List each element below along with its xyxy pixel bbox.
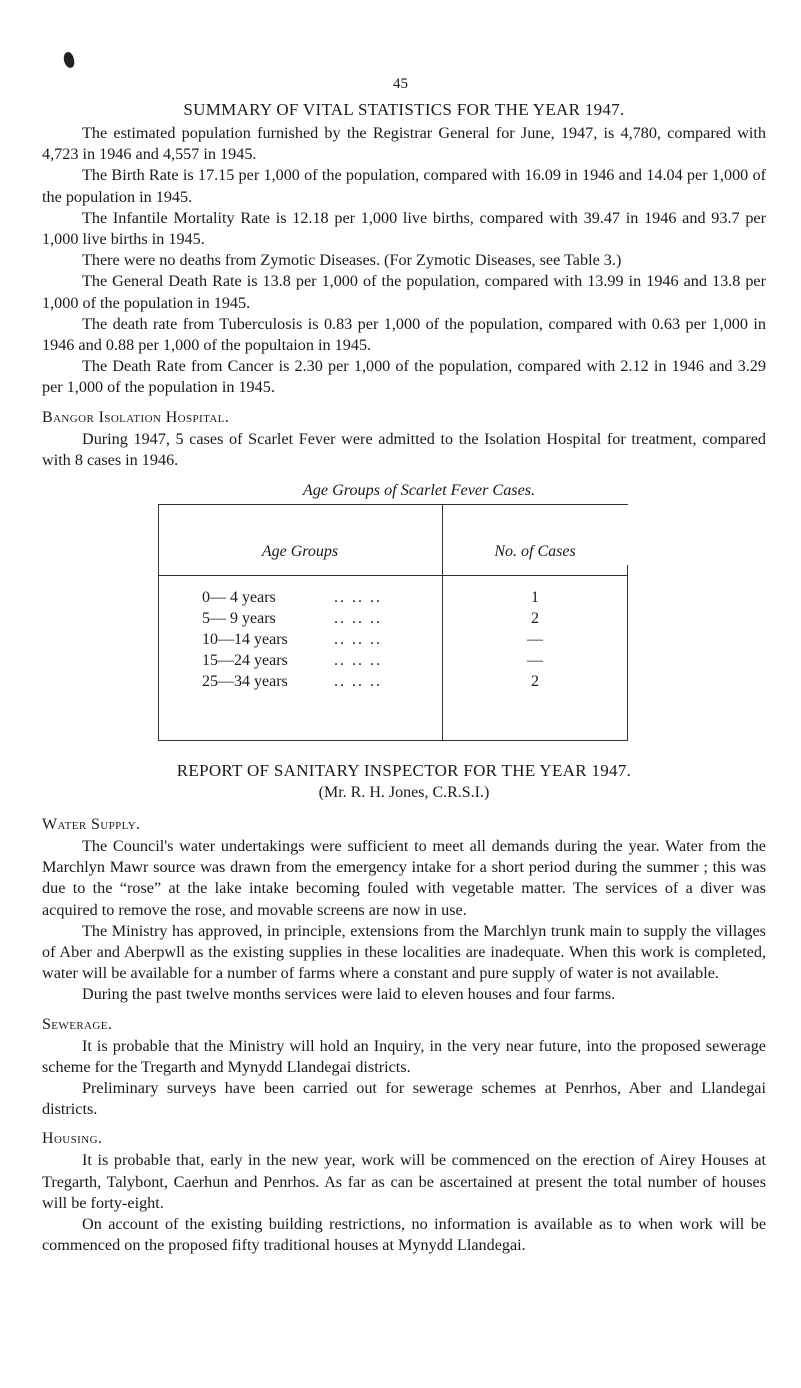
vital-statistics-heading: SUMMARY OF VITAL STATISTICS FOR THE YEAR 1947. [183, 100, 625, 119]
water-supply-title: Water Supply. [42, 816, 141, 834]
page-content [42, 100, 766, 1257]
age-group-cell: 5— 9 years [202, 610, 276, 628]
isolation-hospital-title: Bangor Isolation Hospital. [42, 408, 230, 426]
table-row [158, 673, 628, 693]
isolation-paragraph: During 1947, 5 cases of Scarlet Fever were admitted to the Isolation Hospital for treatment, compared with 8 cases in 1946. [42, 429, 766, 469]
leader-dots: .. .. .. [334, 652, 382, 670]
table-header-no-of-cases: No. of Cases [494, 543, 576, 561]
sewerage-paragraph: Preliminary surveys have been carried out for sewerage schemes at Penrhos, Aber and Llandegai districts. [42, 1079, 766, 1119]
scarlet-fever-table [158, 504, 628, 741]
page-number: 45 [393, 76, 408, 92]
spacer [42, 741, 766, 761]
leader-dots: .. .. .. [334, 589, 382, 607]
housing-paragraph: It is probable that, early in the new year, work will be commenced on the erection of Airey Houses at Tregarth, Talybont, Caerhun and Penrhos. As far as can be ascertained at present the total number of houses will be forty-eight. [42, 1151, 766, 1212]
age-group-cell: 0— 4 years [202, 589, 276, 607]
table-header-rule [158, 575, 628, 576]
case-count-cell: 2 [531, 673, 539, 691]
case-count-cell: — [527, 652, 543, 670]
housing-paragraph: On account of the existing building restrictions, no information is available as to when work will be commenced on the proposed fifty traditional houses at Mynydd Llandegai. [42, 1215, 766, 1255]
leader-dots: .. .. .. [334, 610, 382, 628]
table-row [158, 631, 628, 651]
ink-blot [62, 51, 75, 69]
sanitary-report-heading: REPORT OF SANITARY INSPECTOR FOR THE YEAR 1947. [176, 761, 632, 781]
vital-paragraph: The estimated population furnished by the Registrar General for June, 1947, is 4,780, compared with 4,723 in 1946 and 4,557 in 1945. [42, 124, 766, 164]
leader-dots: .. .. .. [334, 631, 382, 649]
table-row [158, 589, 628, 609]
housing-title: Housing. [42, 1130, 103, 1148]
sewerage-title: Sewerage. [42, 1015, 113, 1033]
age-group-cell: 10—14 years [202, 631, 288, 649]
age-group-cell: 15—24 years [202, 652, 288, 670]
table-border-bottom [158, 740, 628, 741]
table-row [158, 610, 628, 630]
water-supply-paragraph: The Ministry has approved, in principle, extensions from the Marchlyn trunk main to supply the villages of Aber and Aberpwll as the existing supplies in these localities are inadequate. When this work is completed, water will be available for a number of farms where a constant and pure supply of water is not available. [42, 921, 766, 983]
sewerage-paragraph: It is probable that the Ministry will hold an Inquiry, in the very near future, into the proposed sewerage scheme for the Tregarth and Mynydd Llandegai districts. [42, 1036, 766, 1076]
water-supply-paragraph: During the past twelve months services were laid to eleven houses and four farms. [82, 985, 616, 1004]
case-count-cell: — [527, 631, 543, 649]
vital-paragraph: There were no deaths from Zymotic Diseases. (For Zymotic Diseases, see Table 3.) [82, 251, 622, 270]
case-count-cell: 1 [531, 589, 539, 607]
age-group-cell: 25—34 years [202, 673, 288, 691]
vital-paragraph: The death rate from Tuberculosis is 0.83 per 1,000 of the population, compared with 0.63 per 1,000 in 1946 and 0.88 per 1,000 of the popultaion in 1945. [42, 314, 766, 355]
vital-paragraph: The Death Rate from Cancer is 2.30 per 1,000 of the population, compared with 2.12 in 1946 and 3.29 per 1,000 of the population in 1945. [42, 357, 766, 397]
table-caption: Age Groups of Scarlet Fever Cases. [302, 481, 536, 500]
vital-paragraph: The Infantile Mortality Rate is 12.18 per 1,000 live births, compared with 39.47 in 1946 and 93.7 per 1,000 live births in 1945. [42, 208, 766, 249]
leader-dots: .. .. .. [334, 673, 382, 691]
case-count-cell: 2 [531, 610, 539, 628]
table-header-age-groups: Age Groups [261, 543, 339, 561]
vital-paragraph: The General Death Rate is 13.8 per 1,000 of the population, compared with 13.99 in 1946 and 13.8 per 1,000 of the population in 1945. [42, 272, 766, 312]
inspector-name: (Mr. R. H. Jones, C.R.S.I.) [318, 784, 490, 802]
table-row [158, 652, 628, 672]
water-supply-paragraph: The Council's water undertakings were sufficient to meet all demands during the year. Water from the Marchlyn Mawr source was drawn from the emergency intake for a short period during the summer ; this was due to the “rose” at the lake intake becoming fouled with vegetable matter. The services of a diver was acquired to remove the rose, and movable screens are now in use. [42, 837, 766, 919]
vital-paragraph: The Birth Rate is 17.15 per 1,000 of the population, compared with 16.09 in 1946 and 14.04 per 1,000 of the population in 1945. [42, 166, 766, 206]
